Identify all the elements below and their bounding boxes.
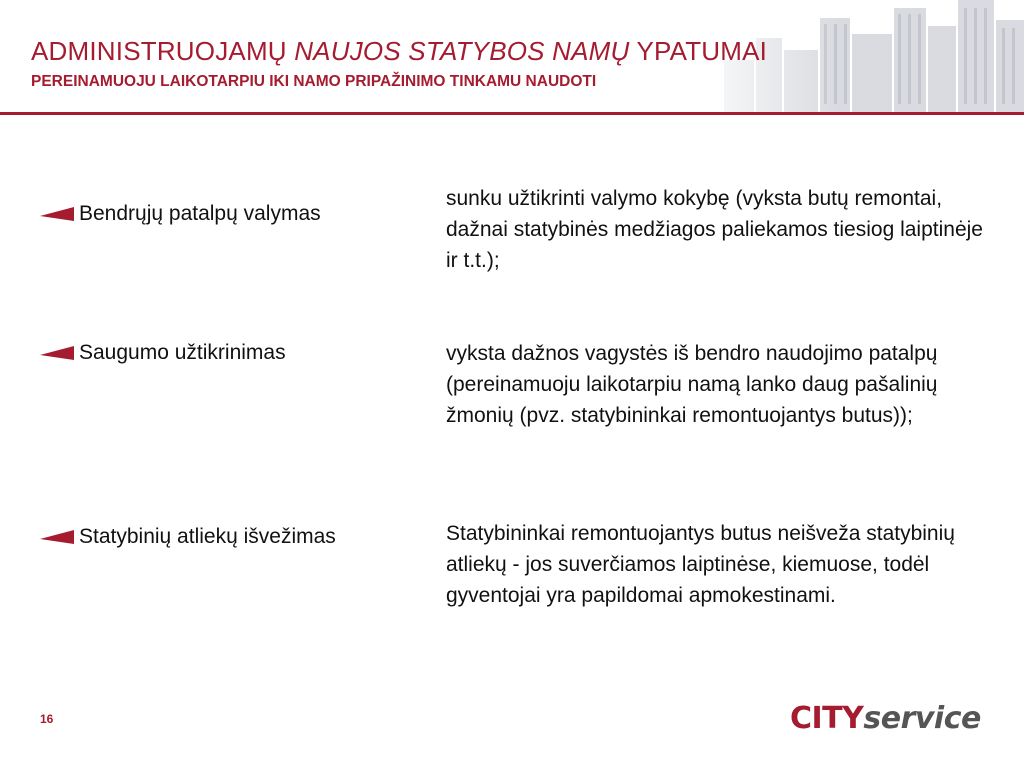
item-description: Statybininkai remontuojantys butus neišveža statybinių atliekų - jos suverčiamos laiptinėse, kiemuose, todėl gyventojai yra papildomai apmokestinami. (446, 522, 955, 607)
header-divider (0, 112, 1024, 115)
page-number: 16 (40, 712, 54, 726)
triangle-bullet-icon (40, 346, 74, 360)
title-part-1: ADMINISTRUOJAMŲ (31, 36, 295, 66)
item-label: Saugumo užtikrinimas (79, 341, 286, 364)
item-label: Statybinių atliekų išvežimas (79, 525, 336, 548)
triangle-bullet-icon (40, 530, 74, 544)
triangle-bullet-icon (40, 207, 74, 221)
list-item (40, 522, 336, 552)
slide-header (0, 0, 1024, 118)
title-italic-part: NAUJOS STATYBOS NAMŲ (294, 36, 630, 66)
logo-service-text: service (863, 701, 981, 736)
logo-city-text: CITY (790, 701, 864, 736)
title-part-2: YPATUMAI (629, 36, 768, 66)
list-item (40, 199, 321, 229)
page-title (31, 36, 767, 67)
list-item (40, 338, 286, 368)
cityservice-logo (790, 701, 981, 736)
item-label: Bendrųjų patalpų valymas (79, 202, 321, 225)
item-description: vyksta dažnos vagystės iš bendro naudojimo patalpų (pereinamuoju laikotarpiu namą lanko daug pašalinių žmonių (pvz. statybininkai remontuojantys butus)); (446, 342, 938, 427)
page-subtitle: PEREINAMUOJU LAIKOTARPIU IKI NAMO PRIPAŽINIMO TINKAMU NAUDOTI (31, 73, 597, 90)
item-description: sunku užtikrinti valymo kokybę (vyksta butų remontai, dažnai statybinės medžiagos paliekamos tiesiog laiptinėje ir t.t.); (446, 187, 983, 272)
